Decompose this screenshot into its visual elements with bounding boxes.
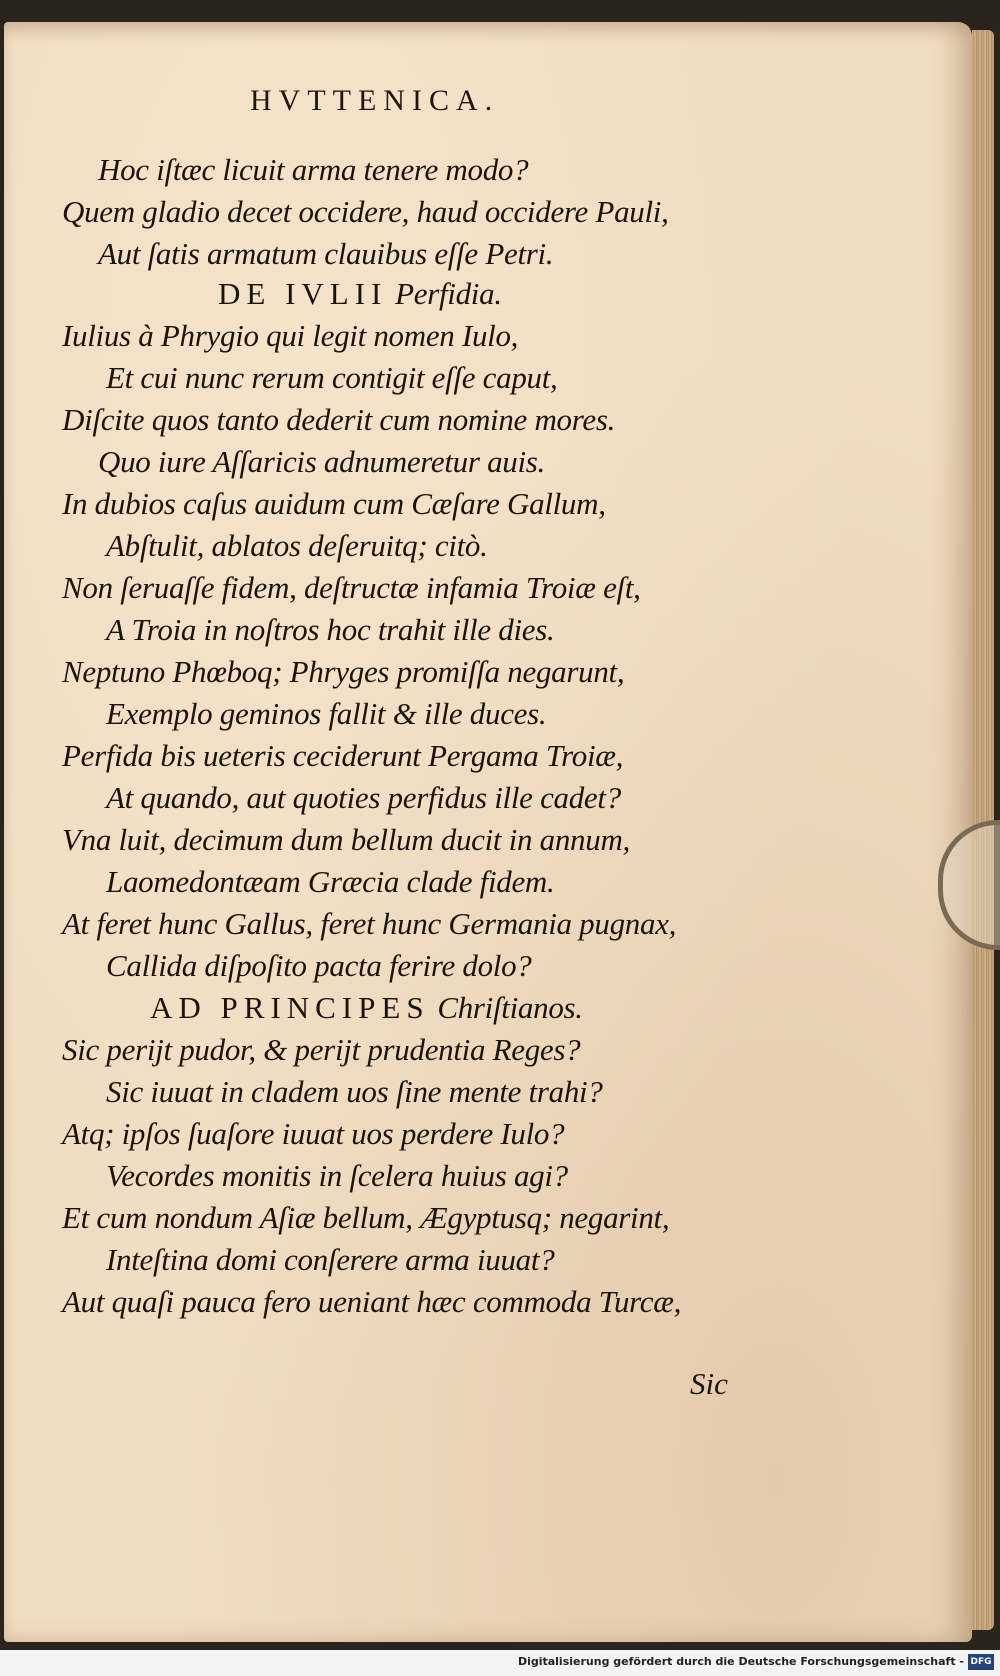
verse-line: Et cui nunc rerum contigit eſſe caput, bbox=[106, 360, 558, 395]
heading-rest: Perfidia. bbox=[395, 276, 502, 311]
verse-line: Quo iure Aſſaricis adnumeretur auis. bbox=[98, 444, 546, 479]
verse-line: Et cum nondum Aſiæ bellum, Ægyptusq; negarint, bbox=[62, 1200, 670, 1235]
section-heading bbox=[150, 990, 583, 1026]
verse-line: Laomedontæam Græcia clade fidem. bbox=[106, 864, 555, 899]
heading-caps: DE IVLII bbox=[218, 276, 388, 311]
verse-line: Aut quaſi pauca fero ueniant hæc commoda Turcæ, bbox=[62, 1284, 682, 1319]
verse-line: Neptuno Phœboq; Phryges promiſſa negarunt, bbox=[62, 654, 625, 689]
heading-rest: Chriſtianos. bbox=[437, 990, 583, 1025]
verse-line: Iulius à Phrygio qui legit nomen Iulo, bbox=[62, 318, 519, 353]
verse-line: Diſcite quos tanto dederit cum nomine mores. bbox=[62, 402, 616, 437]
verse-line: At quando, aut quoties perfidus ille cadet? bbox=[106, 780, 621, 815]
catchword: Sic bbox=[690, 1366, 728, 1401]
verse-line: At feret hunc Gallus, feret hunc Germania pugnax, bbox=[62, 906, 677, 941]
section-heading bbox=[218, 276, 502, 312]
verse-line: Atq; ipſos ſuaſore iuuat uos perdere Iulo? bbox=[62, 1116, 565, 1151]
verse-line: Perfida bis ueteris ceciderunt Pergama Troiæ, bbox=[62, 738, 624, 773]
verse-line: Callida diſpoſito pacta ferire dolo? bbox=[106, 948, 532, 983]
verse-line: Vna luit, decimum dum bellum ducit in annum, bbox=[62, 822, 630, 857]
verse-line: Exemplo geminos fallit & ille duces. bbox=[106, 696, 547, 731]
footer-credit: Digitalisierung gefördert durch die Deutsche Forschungsgemeinschaft - bbox=[517, 1655, 964, 1668]
verse-line: Aut ſatis armatum clauibus eſſe Petri. bbox=[98, 236, 554, 271]
verse-line: A Troia in noſtros hoc trahit ille dies. bbox=[106, 612, 555, 647]
verse-line: Inteſtina domi conſerere arma iuuat? bbox=[106, 1242, 555, 1277]
verse-line: Non ſeruaſſe fidem, deſtructæ infamia Troiæ eſt, bbox=[62, 570, 641, 605]
verse-line: In dubios caſus auidum cum Cæſare Gallum, bbox=[62, 486, 606, 521]
digitization-footer bbox=[0, 1650, 1000, 1676]
verse-line: Sic perijt pudor, & perijt prudentia Reges? bbox=[62, 1032, 581, 1067]
verse-line: Hoc iſtæc licuit arma tenere modo? bbox=[98, 152, 529, 187]
dfg-logo-icon[interactable]: DFG bbox=[968, 1654, 994, 1670]
verse-line: Sic iuuat in cladem uos ſine mente trahi? bbox=[106, 1074, 603, 1109]
running-head: HVTTENICA. bbox=[250, 84, 500, 117]
verse-line: Quem gladio decet occidere, haud occidere Pauli, bbox=[62, 194, 669, 229]
heading-caps: AD PRINCIPES bbox=[150, 990, 430, 1025]
verse-line: Abſtulit, ablatos deſeruitq; citò. bbox=[106, 528, 488, 563]
verse-line: Vecordes monitis in ſcelera huius agi? bbox=[106, 1158, 568, 1193]
